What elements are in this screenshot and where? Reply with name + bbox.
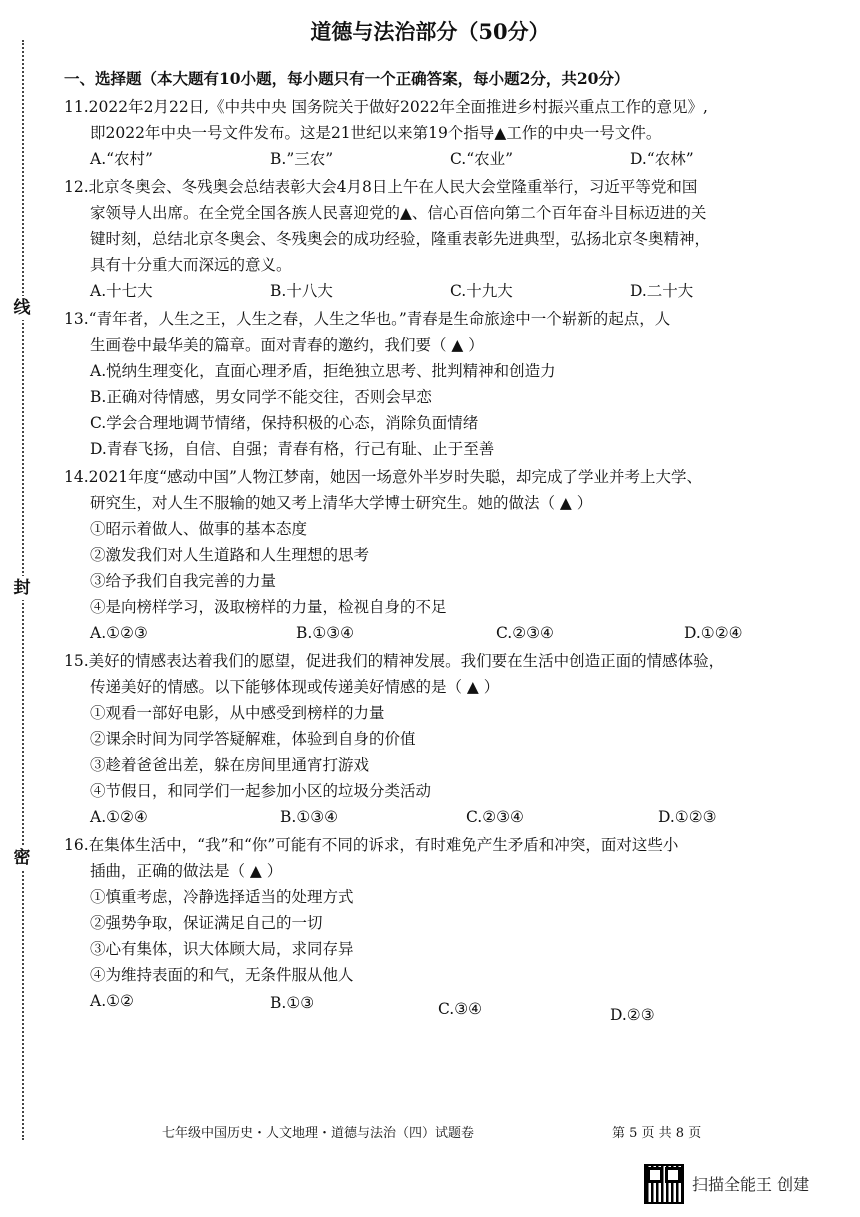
- statement-3: ③趁着爸爸出差，躲在房间里通宵打游戏: [90, 756, 370, 774]
- option-c[interactable]: C.②③④: [466, 808, 524, 826]
- question-stem-line: 研究生，对人生不服输的她又考上清华大学博士研究生。她的做法（ ▲ ）: [90, 494, 593, 512]
- statement-2: ②课余时间为同学答疑解难，体验到自身的价值: [90, 730, 416, 748]
- option-row: [64, 804, 824, 830]
- option-b[interactable]: B.十八大: [270, 282, 333, 300]
- footer-exam-name: 七年级中国历史・人文地理・道德与法治（四）试题卷: [162, 1126, 475, 1141]
- option-c[interactable]: C.十九大: [450, 282, 513, 300]
- question-area: [64, 66, 824, 1028]
- footer-page-number: 第 5 页 共 8 页: [612, 1126, 702, 1141]
- option-row: [64, 278, 824, 304]
- question-stem-line: 插曲，正确的做法是（ ▲ ）: [90, 862, 283, 880]
- option-a[interactable]: A.悦纳生理变化，直面心理矛盾，拒绝独立思考、批判精神和创造力: [90, 362, 556, 380]
- question-stem-line: 12.北京冬奥会、冬残奥会总结表彰大会4月8日上午在人民大会堂隆重举行，习近平等党和国: [64, 178, 698, 196]
- option-d[interactable]: D.青春飞扬，自信、自强；青春有格，行己有耻、止于至善: [90, 440, 495, 458]
- question-stem-line: 16.在集体生活中，“我”和“你”可能有不同的诉求，有时难免产生矛盾和冲突，面对这些小: [64, 836, 679, 854]
- question-stem-line: 即2022年中央一号文件发布。这是21世纪以来第19个指导▲工作的中央一号文件。: [90, 124, 662, 142]
- question-stem-line: 传递美好的情感。以下能够体现或传递美好情感的是（ ▲ ）: [90, 678, 500, 696]
- question-15: [64, 648, 824, 830]
- question-stem-line: 家领导人出席。在全党全国各族人民喜迎党的▲、信心百倍向第二个百年奋斗目标迈进的关: [90, 204, 707, 222]
- option-d[interactable]: D.“农林”: [630, 150, 694, 168]
- section-header: 一、选择题（本大题有10小题，每小题只有一个正确答案，每小题2分，共20分）: [64, 69, 630, 88]
- question-14: [64, 464, 824, 646]
- option-c[interactable]: C.“农业”: [450, 150, 514, 168]
- option-d[interactable]: D.①②③: [658, 808, 717, 826]
- option-a[interactable]: A.“农村”: [90, 150, 153, 168]
- option-c[interactable]: C.学会合理地调节情绪，保持积极的心态，消除负面情绪: [90, 414, 479, 432]
- statement-4: ④是向榜样学习，汲取榜样的力量，检视自身的不足: [90, 598, 447, 616]
- option-b[interactable]: B.正确对待情感，男女同学不能交往，否则会早恋: [90, 388, 432, 406]
- option-d[interactable]: D.①②④: [684, 624, 743, 642]
- question-stem-line: 具有十分重大而深远的意义。: [90, 256, 292, 274]
- statement-1: ①昭示着做人、做事的基本态度: [90, 520, 308, 538]
- option-row: [64, 988, 824, 1028]
- option-b[interactable]: B.①③: [270, 994, 315, 1012]
- question-stem-line: 13.“青年者，人生之王，人生之春，人生之华也。”青春是生命旅途中一个崭新的起点，人: [64, 310, 671, 328]
- option-row: [64, 620, 824, 646]
- question-12: [64, 174, 824, 304]
- statement-2: ②激发我们对人生道路和人生理想的思考: [90, 546, 370, 564]
- binding-char-feng: 封: [10, 576, 34, 600]
- option-d[interactable]: D.二十大: [630, 282, 694, 300]
- option-a[interactable]: A.①②③: [90, 624, 148, 642]
- option-c[interactable]: C.③④: [438, 1000, 483, 1018]
- question-13: [64, 306, 824, 462]
- option-b[interactable]: B.①③④: [280, 808, 339, 826]
- question-stem-line: 键时刻，总结北京冬奥会、冬残奥会的成功经验，隆重表彰先进典型，弘扬北京冬奥精神，: [90, 230, 711, 248]
- question-stem-line: 11.2022年2月22日,《中共中央 国务院关于做好2022年全面推进乡村振兴重点工作的意见》,: [64, 98, 708, 116]
- question-stem-line: 14.2021年度“感动中国”人物江梦南，她因一场意外半岁时失聪，却完成了学业并考上大学、: [64, 468, 702, 486]
- statement-4: ④节假日，和同学们一起参加小区的垃圾分类活动: [90, 782, 432, 800]
- section-title: 道德与法治部分（50分）: [310, 19, 550, 44]
- statement-3: ③心有集体，识大体顾大局，求同存异: [90, 940, 354, 958]
- option-b[interactable]: B.①③④: [296, 624, 355, 642]
- option-row: [64, 146, 824, 172]
- option-d[interactable]: D.②③: [610, 1006, 655, 1024]
- statement-2: ②强势争取，保证满足自己的一切: [90, 914, 323, 932]
- option-c[interactable]: C.②③④: [496, 624, 554, 642]
- binding-char-mi: 密: [10, 846, 34, 870]
- qr-code-icon: [644, 1164, 684, 1204]
- option-a[interactable]: A.十七大: [90, 282, 153, 300]
- scanner-watermark: 扫描全能王 创建: [692, 1175, 810, 1194]
- statement-1: ①观看一部好电影，从中感受到榜样的力量: [90, 704, 385, 722]
- statement-3: ③给予我们自我完善的力量: [90, 572, 277, 590]
- option-b[interactable]: B.”三农”: [270, 150, 334, 168]
- option-a[interactable]: A.①②④: [90, 808, 148, 826]
- question-stem-line: 15.美好的情感表达着我们的愿望，促进我们的精神发展。我们要在生活中创造正面的情感体验，: [64, 652, 725, 670]
- statement-4: ④为维持表面的和气，无条件服从他人: [90, 966, 354, 984]
- question-16: [64, 832, 824, 1028]
- binding-char-xian: 线: [10, 296, 34, 320]
- question-11: [64, 94, 824, 172]
- statement-1: ①慎重考虑，冷静选择适当的处理方式: [90, 888, 354, 906]
- option-a[interactable]: A.①②: [90, 992, 134, 1010]
- question-stem-line: 生画卷中最华美的篇章。面对青春的邀约，我们要（ ▲ ）: [90, 336, 484, 354]
